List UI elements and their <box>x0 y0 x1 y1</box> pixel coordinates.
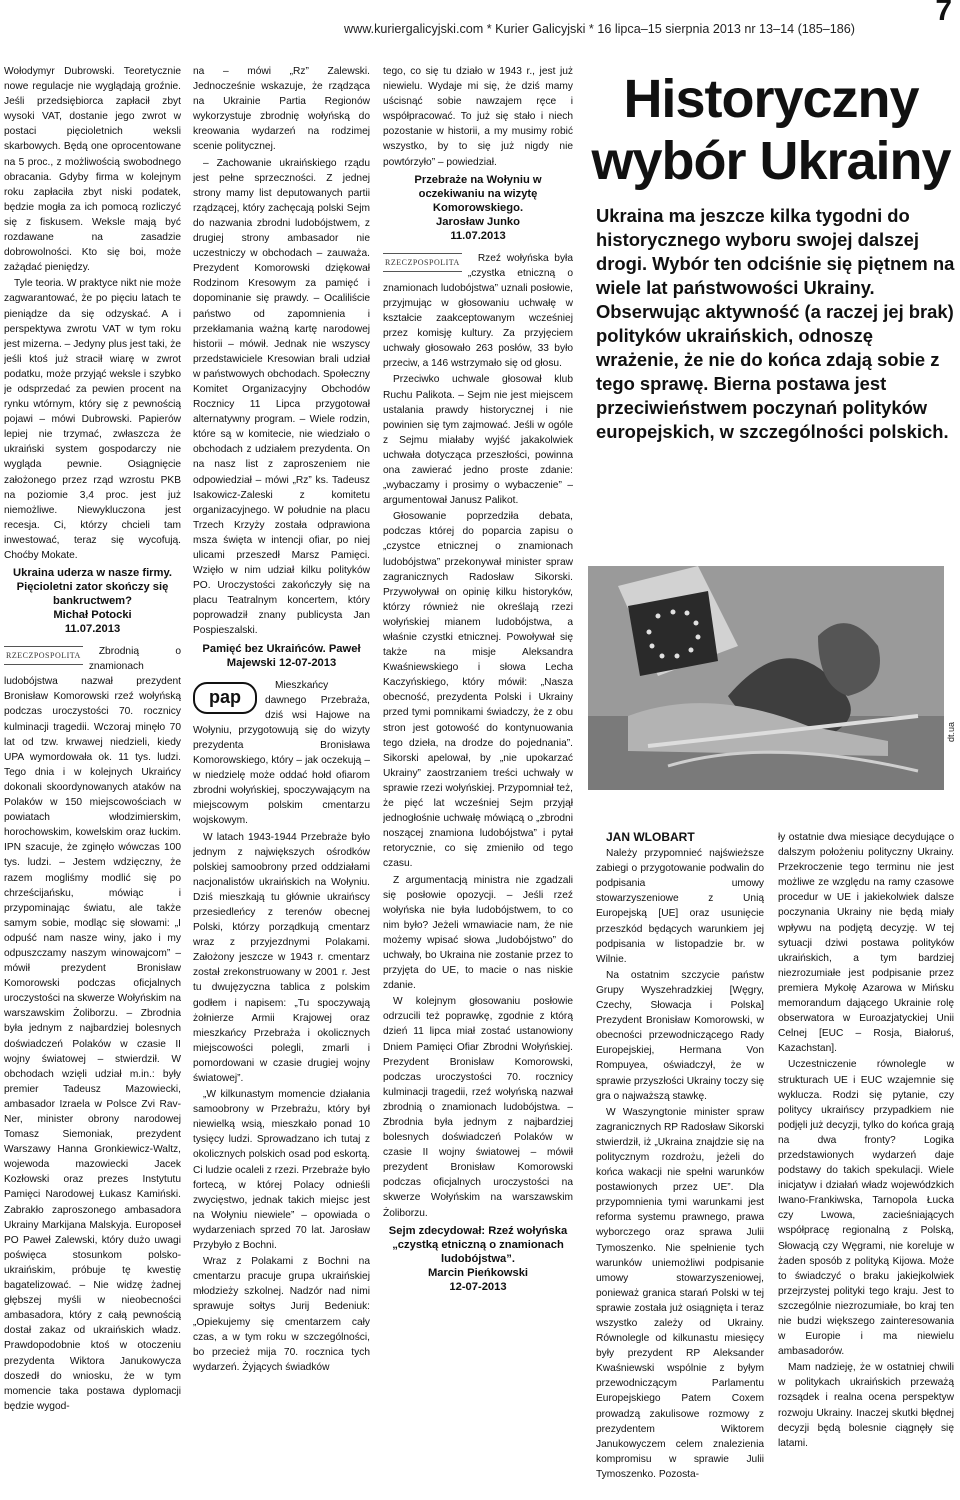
signature-author: Marcin Pieńkowski <box>427 1266 529 1279</box>
signature-author: Jarosław Junko <box>436 215 520 228</box>
paragraph: Wraz z Polakami z Bochni na cmentarzu pracuje grupa ukraińskiej młodzieży szkolnej. Nadzór nad nimi sprawuje sołtys Jurij Bedeniuk: „Opiekujemy się cmentarzem cały czas, a w tym roku w szczególności, bo przecież mija 70. rocznica tych wydarzeń. Żyjących świadków <box>193 1256 370 1373</box>
signature-date: 11.07.2013 <box>64 623 121 636</box>
paragraph: Przeciwko uchwale głosował klub Ruchu Palikota. – Sejm nie jest miejscem ustalania prawdy historycznej i nie powinien się tym zajmować. Jeśli w ogóle z Sejmu miałaby wyjść jakakolwiek uchwała dotycząca przeszłości, powinna ona zawierać jedno proste zdanie: „wybaczamy i prosimy o wybaczenie” – argumentował Janusz Palikot. <box>383 374 573 507</box>
signature-date: 11.07.2013 <box>450 229 506 242</box>
paragraph: Wołodymyr Dubrowski. Teoretycznie nowe regulacje nie wyglądają groźnie. Jeśli przedsiębiorca zapłacił zbyt wysoki VAT, dostanie jego zwrot w postaci pięcioletnich weksli skarbowych. Będą one oprocentowane na 5 proc., z możliwością swobodnego obracania. Gdyby firma w kolejnym roku zapłaciła zbyt niski podatek, będzie mogła za ich pomocą rozliczyć się z fiskusem. Weksle mają być rozdawane na zasadzie dobrowolności. Kto się boi, może zażądać pieniędzy. <box>4 66 181 274</box>
paragraph: Z argumentacją ministra nie zgadzali się posłowie opozycji. – Jeśli rzeź wołyńska nie była ludobójstwem, to co nim było? Jeżeli wmawiacie nam, że nie możemy wpisać słowa „ludobójstwo” do uchwały, bo Ukraina nie zostanie przez to przyjęta do UE, to macie o nas niskie zdanie. <box>383 874 573 992</box>
paragraph: Zbrodnią o znamionach ludobójstwa nazwał prezydent Bronisław Komorowski rzeź wołyńską podczas uroczystości 70. rocznicy kulminacji tragedii. Wczoraj minęło 70 lat od tzw. krwawej niedzieli, kiedy UPA wymordowała ok. 11 tys. ludzi. Tego dnia i w kolejnych Ukraińcy dokonali skoordynowanych ataków na Polaków w 150 miejscowościach w powiatach włodzimierskim, horochowskim, kowelskim oraz łuckim. IPN szacuje, że zginęło wówczas 100 tys. ludzi. – Jestem wdzięczny, że razem mogliśmy modlić się po chrześcijańsku, mówiąc i przypominając światu, ale także samym sobie, modląc się słowami: „I odpuść nam nasze winy, jako i my odpuszczamy naszym winowajcom” – mówił prezydent Bronisław Komorowski podczas oficjalnych uroczystości na skwerze Wołyńskim na warszawskim Żoliborzu. – Zbrodnia była jednym z najbardziej bolesnych doświadczeń Polaków w czasie II wojny światowej – stwierdził. W obchodach wzięli udział m.in.: były premier Tadeusz Mazowiecki, ambasador Izraela w Polsce Zvi Rav-Ner, minister obrony narodowej Tomasz Siemoniak, prezydent Warszawy Hanna Gronkiewicz-Waltz, wojewoda mazowiecki Jacek Kozłowski oraz prezes Instytutu Pamięci Narodowej Łukasz Kamiński. Zabrakło zaproszonego ambasadora Ukrainy Markijana Malskyja. Europoseł PO Paweł Zalewski, który dużo uwagi poświęca stosunkom polsko-ukraińskim, próbuje tę kwestię bagatelizować. – Nie widzę żadnej głębszej myśli w nieobecności ambasadora, który z całą pewnością dostał zakaz od ukraińskich władz. Prawdopodobnie ktoś w otoczeniu prezydenta Wiktora Janukowycza doszedł do wniosku, że w tym momencie taka postawa dyplomacji będzie wygod- <box>4 646 181 1412</box>
article-lead: Ukraina ma jeszcze kilka tygodni do historycznego wyboru swojej dalszej drogi. Wybór ten odciśnie się piętnem na wiele lat państwowości Ukrainy. Obserwując aktywność (a raczej jej brak) polityków ukraińskich, odnoszę wrażenie, że nie do końca zdają sobie z tego sprawę. Bierna postawa jest przeciwieństwem poczynań polityków europejskich, w szczególności polskich. <box>596 205 955 442</box>
article-signature <box>193 642 370 670</box>
article-signature <box>4 566 181 636</box>
signature-title: Sejm zdecydował: Rzeź wołyńska „czystką etniczną o znamionach ludobójstwa”. <box>388 1224 568 1265</box>
column-1 <box>4 64 181 1500</box>
paragraph: Należy przypomnieć najświeższe zabiegi o przygotowanie podwalin do podpisania umowy stowarzyszeniowe z Unią Europejską [UE] oraz usunięcie przeszkód będących warunkiem jej podpisania w listopadzie br. w Wilnie. <box>596 848 764 965</box>
signature-author: Michał Potocki <box>53 609 132 622</box>
photo-illustration <box>588 566 944 790</box>
paragraph: – Zachowanie ukraińskiego rządu jest pełne sprzeczności. Z jednej strony mamy list deputowanych partii rządzącej, który zachęcają polski Sejm do nazwania zbrodni ludobójstwem, z drugiej strony ambasador nie uczestniczy w obchodach – zauważa. Prezydent Komorowski dziękował Rodzinom Kresowym za pamięć i dopominanie się prawdy. – Ocaliliście państwo od zapomnienia i przekłamania ważną kartę narodowej historii – mówił. Jednak nie wszyscy przedstawiciele Kresowian brali udział w państwowych obchodach. Społeczny Komitet Organizacyjny Obchodów Rocznicy 11 Lipca przygotował alternatywny program. – Wiele rodzin, które są w komitecie, nie wiedziało o obchodach z udziałem prezydenta. On na nasz list z zaproszeniem nie odpowiedział – mówi „Rz” ks. Tadeusz Isakowicz-Zaleski z komitetu organizacyjnego. W południe na placu Trzech Krzyży została odprawiona msza święta w intencji ofiar, po niej ulicami przeszedł Marsz Pamięci. Wzięło w nim udział kilku polityków PO. Uroczystości zakończyły się na placu Teatralnym koncertem, który poprowadził znany publicysta Jan Pospieszalski. <box>193 157 370 637</box>
header-site: www.kuriergalicyjski.com * Kurier Galicyjski * 16 lipca–15 sierpnia 2013 nr 13–14 (185–186) <box>344 22 855 36</box>
rzeczpospolita-logo: RZECZPOSPOLITA <box>383 253 462 272</box>
paragraph: na – mówi „Rz” Zalewski. Jednocześnie wskazuje, że rządząca na Ukrainie Partia Regionów wykorzystuje zbrodnię wołyńską do kreowania wydarzeń na rodzimej scenie politycznej. <box>193 66 370 153</box>
column-4 <box>596 830 764 1500</box>
column-2 <box>193 64 370 1500</box>
paragraph: Na ostatnim szczycie państw Grupy Wyszehradzkiej [Węgry, Czechy, Słowacja i Polska] Prezydent Bronisław Komorowski, w obecności przewodniczącego Rady Europejskiej, Hermana Von Rompuyea, oświadczył, że w sprawie przyszłości Ukrainy toczy się gra o najważszą stawkę. <box>596 969 764 1102</box>
rzeczpospolita-logo: RZECZPOSPOLITA <box>4 646 83 665</box>
paragraph: Uczestniczenie równolegle w strukturach UE i EUC wzajemnie się wyklucza. Rodzi się pytanie, czy politycy ukraińscy przypadkiem nie podjęli już decyzji, tylko do końca grają na dwa fronty? Logika przedstawionych wydarzeń daje podstawy do takich spekulacji. Wiele inicjatyw i działań władz wojewódzkich Iwano-Frankiwska, Tarnopola Łucka czy Lwowa, zacieśniających współpracę regionalną z Polską, Słowacją czy Węgrami, nie koreluje w żaden sposób z polityką Kijowa. Może to świadczyć o braku jakiejkolwiek przejrzystej polityki tego kraju. Jest to szczególnie niezrozumiałe, bo kraj ten nie budzi większego zainteresowania w Europie i ma niewielu ambasadorów. <box>778 1059 954 1358</box>
pap-logo: pap <box>193 682 257 714</box>
column-5 <box>778 830 954 1500</box>
signature-title: Pamięć bez Ukraińców. Paweł Majewski 12-07-2013 <box>202 642 361 669</box>
paragraph: Rzeź wołyńska była „czystka etniczną o znamionach ludobójstwa” uznali posłowie, przyjmując w głosowaniu uchwałę w kształcie zaakceptowanym wcześniej przez komisję kultury. Za przyjęciem uchwały głosowało 263 posłów, 33 było przeciw, a 146 wstrzymało się od głosu. <box>383 252 573 370</box>
paragraph: Mam nadzieję, że w ostatniej chwili w politykach ukraińskich przeważą rozsądek i realna ocena perspektyw rozwoju Ukrainy. Inaczej skutki błędnej decyzji będą bolesnie ciągnęły się latami. <box>778 1362 954 1449</box>
column-3 <box>383 64 573 1500</box>
paragraph: W latach 1943-1944 Przebraże było jednym z największych ośrodków polskiej samoobrony przed oddziałami nacjonalistów ukraińskich na Wołyniu. Dziś mieszkają tu głównie ukraińscy przesiedleńcy z terenów obecnej Polski, którzy porządkują cmentarz wraz z przyjezdnymi Polakami. Założony jeszcze w 1943 r. cmentarz został zrekonstruowany w 2001 r. Jest tu dwujęzyczna tablica z polskim godłem i napisem: „Tu spoczywają żołnierze Armii Krajowej oraz mieszkańcy Przebraża i okolicznych miejscowości polegli, zmarli i pomordowani w czasie drugiej wojny światowej”. <box>193 831 370 1084</box>
paragraph: Tyle teoria. W praktyce nikt nie może zagwarantować, że po pięciu latach te pieniądze da się odzyskać. A i perspektywa zwrotu VAT w tym roku jest mizerna. – Jedyny plus jest taki, że jeśli ktoś już stracił wiarę w zwrot podatku, może przyjąć weksle i szybko je odsprzedać za pewien procent na rynku wtórnym, który się z pewnością pojawi – mówi Dubrowski. Papierów lepiej nie trzymać, zwłaszcza że ukraiński system gospodarczy nie wygląda pewnie. Osiągnięcie założonego przez rząd wzrostu PKB na poziomie 3,4 proc. jest już niemożliwe. Niewykluczona jest recesja. Ci, którzy chcieli tam inwestować, teraz się wycofują. Choćby Mokate. <box>4 278 181 561</box>
paragraph: Głosowanie poprzedziła debata, podczas której do poparcia zapisu o „czystce etnicznej o znamionach ludobójstwa” przekonywał minister spraw zagranicznych Radosław Sikorski. Przywoływał on opinię kilku historyków, którzy również nie określają rzezi wołyńskiej mianem ludobójstwa, a właśnie czystki etnicznej. Powoływał się także na misje Aleksandra Kwaśniewskiego i słowa Lecha Kaczyńskiego, który mówił: „Nasza obecność, prezydenta Polski i Ukrainy przed tymi pomnikami świadczy, że z obu stron jest gotowość do kontynuowania tego dzieła, na drodze do pojednania”. Sikorski apelował, by „nie upokarzać Ukrainy” zaostrzaniem treści uchwały w sprawie rzezi wołyńskiej. Przypomniał też, że pięć lat wcześniej Sejm przyjął jednogłośnie uchwałę mówiącą o „zbrodni noszącej znamiona ludobójstwa” i pytał retorycznie, co się zmieniło od tego czasu. <box>383 511 573 870</box>
paragraph: „W kilkunastym momencie działania samoobrony w Przebrażu, który był niewielką wsią, mieszkało ponad 10 tysięcy ludzi. Sprowadzano ich tutaj z okolicznych polskich osad pod eskortą. Ci ludzie ocaleli z rzezi. Przebraże było fortecą, w której Polacy odnieśli zwycięstwo, jednak takich miejsc jest na Wołyniu niewiele” – opowiada o wydarzeniach sprzed 70 lat. Jarosław Przybyło z Bochni. <box>193 1089 370 1252</box>
paragraph: ły ostatnie dwa miesiące decydujące o dalszym położeniu polityczny Ukrainy. Przekroczenie tego terminu nie jest możliwe ze względu na ramy czasowe procedur w UE i jakiekolwiek dalsze poczynania Ukrainy nie będą miały wpływu na podjętą decyzję. W tej sytuacji dziwi postawa polityków ukraińskich, a tym bardziej niezrozumiałe jest podpisanie przez premiera Mykołę Azarowa w Mińsku memorandum dającego Ukrainie rolę obserwatora w Euroazjatyckiej Unii Celnej [EUC – Rosja, Białoruś, Kazachstan]. <box>778 832 954 1055</box>
page-number: 7 <box>935 0 952 27</box>
article-title: Historyczny wybór Ukrainy <box>591 69 951 191</box>
page-header <box>0 0 960 44</box>
photo-credit: dt.ua <box>946 722 956 743</box>
signature-title: Przebraże na Wołyniu w oczekiwaniu na wizytę Komorowskiego. <box>414 173 542 214</box>
eu-flag-icon <box>628 591 718 676</box>
article-signature <box>383 1224 573 1294</box>
signature-date: 12-07-2013 <box>449 1280 507 1293</box>
paragraph: W Waszyngtonie minister spraw zagranicznych RP Radosław Sikorski stwierdził, iż „Ukraina znajdzie się na politycznym rozdrożu, jeżeli do końca wakacji nie spełni warunków postawionych przez UE”. Dla przypomnienia tymi warunkami jest reforma systemu prawnego, prawa wyborczego oraz sprawa Julii Tymoszenko. Nie spełnienie tych warunków uniemożliwi podpisanie umowy stowarzyszeniowej, ponieważ granica starań Polski w tej sprawie została już osiągnięta i teraz wszystko zależy od Ukrainy. Równolegle od kilkunastu miesięcy były prezydent RP Aleksander Kwaśniewski wspólnie z byłym przewodniczącym Parlamentu Europejskiego Patem Coxem prowadzą zakulisowe rozmowy z prezydentem Wiktorem Janukowyczem celem znalezienia kompromisu w sprawie Julii Tymoszenko. Pozosta- <box>596 1106 764 1480</box>
article-photo <box>588 566 944 790</box>
paragraph: tego, co się tu działo w 1943 r., jest już niewielu. Wydaje mi się, że dziś mamy uścisnąć sobie nawzajem ręce i współpracować. To już się stało i niech pozostanie w historii, a my musimy robić wszystko, by to się już nigdy nie powtórzyło” – powiedział. <box>383 66 573 168</box>
signature-title: Ukraina uderza w nasze firmy. Pięcioletni zator skończy się bankructwem? <box>13 567 172 608</box>
article-author: JAN WLOBART <box>606 830 695 844</box>
article-signature <box>383 173 573 243</box>
paragraph: Mieszkańcy dawnego Przebraża, dziś wsi Hajowe na Wołyniu, przygotowują się do wizyty prezydenta Bronisława Komorowskiego, który – jak oczekują – w niedzielę może oddać hołd ofiarom zbrodni wołyńskiej, spoczywającym na miejscowym polskim cmentarzu wojskowym. <box>193 679 370 827</box>
paragraph: W kolejnym głosowaniu posłowie odrzucili też poprawkę, zgodnie z którą dzień 11 lipca miał zostać ustanowiony Dniem Pamięci Ofiar Zbrodni Wołyńskiej. Prezydent Bronisław Komorowski, podczas uroczystości 70. rocznicy kulminacji tragedii, rzeź wołyńską nazwał zbrodnią o znamionach ludobójstwa. – Zbrodnia była jednym z najbardziej bolesnych doświadczeń Polaków w czasie II wojny światowej – mówił prezydent Bronisław Komorowski podczas oficjalnych uroczystości na skwerze Wołyńskim na warszawskim Żoliborzu. <box>383 996 573 1219</box>
